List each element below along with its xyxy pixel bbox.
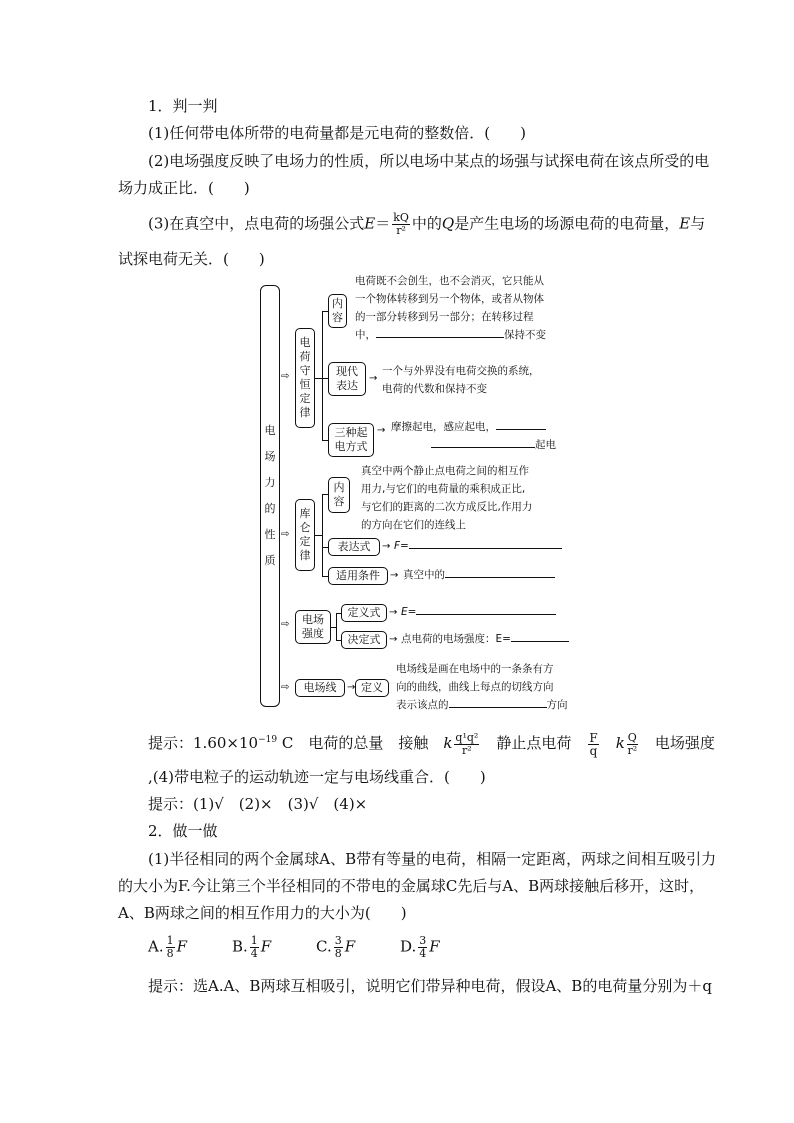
q3-var-q: Q xyxy=(441,214,455,233)
fill-blank xyxy=(409,537,562,549)
q3-num: kQ xyxy=(393,211,409,224)
text-part: 起电 xyxy=(535,439,556,451)
electrification-methods-label xyxy=(328,423,374,457)
label-char: 定 xyxy=(299,535,311,548)
arrow-icon: → xyxy=(369,373,378,384)
modern-expression-text xyxy=(382,362,540,398)
text-part: 摩擦起电，感应起电， xyxy=(391,421,496,433)
exponent: −19 xyxy=(258,735,278,745)
option-a[interactable] xyxy=(148,935,187,960)
hint-text: 电场强度 xyxy=(639,734,715,752)
bracket-line xyxy=(315,535,322,536)
text-part: 保持不变 xyxy=(504,329,546,341)
fill-blank xyxy=(511,630,569,642)
frac-num: 3 xyxy=(419,934,427,947)
hint-text: 静止点电荷 xyxy=(481,734,587,752)
option-var: F xyxy=(344,937,356,956)
label-char: 恒 xyxy=(299,378,311,391)
frac-den: q xyxy=(589,743,598,758)
label-char: 律 xyxy=(299,549,311,562)
frac-den: 8 xyxy=(166,947,174,960)
frac-num: Q xyxy=(627,730,637,744)
text-part: 真空中的 xyxy=(403,569,445,581)
arrow-icon: ⇨ xyxy=(281,529,290,540)
option-fraction xyxy=(250,935,259,960)
question-3-line2: 试探电荷无关．( ) xyxy=(118,250,265,268)
q3-text-b: 中的 xyxy=(411,214,442,233)
text-line: 的方向在它们的连线上 xyxy=(361,519,466,531)
option-letter: C. xyxy=(316,937,332,956)
option-c[interactable] xyxy=(316,935,355,960)
k-symbol: k xyxy=(443,734,453,752)
option-var: F xyxy=(429,937,440,956)
option-letter: D. xyxy=(400,937,417,956)
q3-den: r² xyxy=(396,224,406,237)
label-line: 表达 xyxy=(336,379,358,392)
fill-blank xyxy=(431,436,535,448)
option-var: F xyxy=(176,937,188,956)
label-char: 容 xyxy=(332,311,343,324)
question-2-line2: 场力成正比．( ) xyxy=(118,179,250,197)
option-d[interactable] xyxy=(400,935,440,960)
conservation-content-text xyxy=(355,272,546,344)
text-line: 的一部分转移到另一部分；在转移过程 xyxy=(355,311,534,323)
q3-var-e2: E xyxy=(679,214,691,233)
fill-blank xyxy=(445,566,555,578)
frac-num: F xyxy=(589,730,598,745)
coulomb-content-text xyxy=(361,462,532,534)
hint-answers-1 xyxy=(148,730,715,757)
option-fraction xyxy=(334,935,343,960)
text-line: 与它们的距离的二次方成反比,作用力 xyxy=(361,501,533,513)
text-line xyxy=(355,326,546,344)
conservation-content-label xyxy=(328,294,347,328)
condition-text xyxy=(403,566,555,584)
frac-num: 1 xyxy=(250,934,258,947)
label-char: 仑 xyxy=(299,521,311,534)
text-line: 真空中两个静止点电荷之间的相互作 xyxy=(361,465,529,477)
arrow-icon: → xyxy=(377,425,386,436)
arrow-icon: ⇨ xyxy=(281,619,290,630)
text-line xyxy=(391,418,556,436)
label-char: 内 xyxy=(332,297,343,310)
root-char: 场 xyxy=(264,450,276,463)
option-letter: B. xyxy=(232,937,248,956)
fill-blank xyxy=(496,418,546,430)
modern-expression-label xyxy=(328,362,366,396)
text-line xyxy=(391,436,556,454)
label-char: 电 xyxy=(299,336,311,349)
label-char: 容 xyxy=(333,495,345,508)
root-char: 质 xyxy=(264,554,276,567)
arrow-icon: → xyxy=(382,541,391,552)
bracket-line xyxy=(336,613,337,640)
root-char: 的 xyxy=(264,502,276,515)
root-char: 电 xyxy=(264,424,276,437)
hint-text: C 电荷的总量 接触 xyxy=(277,734,444,752)
coulomb-fraction xyxy=(454,732,479,757)
determining-formula-label: 决定式 xyxy=(341,631,387,649)
text-part: 点电荷的电场强度：E= xyxy=(401,633,511,645)
text-part: 中， xyxy=(355,329,376,341)
label-line: 三种起 xyxy=(334,426,368,439)
fill-blank xyxy=(449,696,547,708)
label-char: 库 xyxy=(299,507,311,520)
q3-eq: ＝ xyxy=(375,214,391,233)
label-line: 电方式 xyxy=(334,440,368,453)
arrow-icon: → xyxy=(347,682,356,693)
practice-question-line2: 的大小为F.今让第三个半径相同的不带电的金属球C先后与A、B两球接触后移开，这时， xyxy=(118,877,705,895)
q3-var-e: E xyxy=(364,214,376,233)
question-2-line1: (2)电场强度反映了电场力的性质，所以电场中某点的场强与试探电荷在该点所受的电 xyxy=(148,152,710,170)
text-line: 电荷的代数和保持不变 xyxy=(382,383,487,395)
q3-text-c: 是产生电场的场源电荷的电荷量， xyxy=(454,214,680,233)
field-lines-box: 电场线 xyxy=(295,679,345,697)
text-part: E= xyxy=(401,606,417,618)
text-line: 向的曲线，曲线上每点的切线方向 xyxy=(396,681,554,693)
text-line xyxy=(396,696,568,714)
text-line: 电荷既不会创生，也不会消灭，它只能从 xyxy=(355,275,544,287)
elementary-charge: 1.60×10 xyxy=(193,734,259,752)
arrow-icon: → xyxy=(389,634,398,645)
text-part: 方向 xyxy=(546,699,568,711)
condition-label: 适用条件 xyxy=(328,567,388,585)
answer-options xyxy=(148,931,488,971)
formula-text xyxy=(394,537,562,555)
field-lines-definition-text xyxy=(396,660,568,714)
point-charge-fraction xyxy=(627,732,638,757)
question-4: ,(4)带电粒子的运动轨迹一定与电场线重合．( ) xyxy=(148,768,486,786)
frac-num: 1 xyxy=(166,934,174,947)
question-1: (1)任何带电体所带的电荷量都是元电荷的整数倍．( ) xyxy=(148,124,526,142)
text-part: F= xyxy=(394,540,409,552)
formula-label: 表达式 xyxy=(328,538,380,556)
option-letter: A. xyxy=(148,937,164,956)
bracket-line xyxy=(322,311,323,440)
definition-formula-text xyxy=(401,603,556,621)
bracket-line xyxy=(322,494,323,576)
field-lines-definition-label: 定义 xyxy=(355,679,389,697)
hint-answers-2: 提示：(1)√ (2)× (3)√ (4)× xyxy=(148,795,368,813)
text-line: 一个物体转移到另一个物体，或者从物体 xyxy=(355,293,544,305)
label-char: 荷 xyxy=(299,350,311,363)
electrification-methods-text xyxy=(391,418,556,454)
label-char: 定 xyxy=(299,392,311,405)
definition-formula-label: 定义式 xyxy=(341,604,387,622)
bracket-line xyxy=(315,378,322,379)
section2-title: 2．做一做 xyxy=(148,822,218,840)
label-line: 现代 xyxy=(336,365,358,378)
option-b[interactable] xyxy=(232,935,271,960)
frac-den: 4 xyxy=(419,947,427,960)
coulomb-box xyxy=(295,499,315,571)
fill-blank xyxy=(376,326,504,338)
label-char: 内 xyxy=(333,481,345,494)
option-fraction xyxy=(418,935,427,960)
q3-text-d: 与 xyxy=(690,214,706,233)
determining-formula-text xyxy=(401,630,569,648)
frac-den: 8 xyxy=(334,947,342,960)
arrow-icon: ⇨ xyxy=(281,371,290,382)
frac-den: r² xyxy=(462,743,472,757)
field-strength-box xyxy=(295,610,331,644)
practice-question-line3: A、B两球之间的相互作用力的大小为( ) xyxy=(118,904,407,922)
k-symbol: k xyxy=(615,734,625,752)
label-line: 强度 xyxy=(302,627,324,640)
field-def-fraction xyxy=(588,732,598,757)
arrow-icon: ⇨ xyxy=(281,682,290,693)
frac-num: 3 xyxy=(334,934,342,947)
text-line: 一个与外界没有电荷交换的系统， xyxy=(382,365,540,377)
text-part: 表示该点的 xyxy=(396,699,449,711)
text-line: 用力,与它们的电荷量的乘积成正比, xyxy=(361,483,526,495)
frac-den: 4 xyxy=(250,947,258,960)
frac-num: q¹q² xyxy=(455,730,479,744)
option-var: F xyxy=(260,937,272,956)
label-char: 律 xyxy=(299,406,311,419)
coulomb-content-label xyxy=(328,477,350,513)
label-line: 电场 xyxy=(302,613,324,626)
root-box xyxy=(260,285,280,707)
q3-text-a: (3)在真空中，点电荷的场强公式 xyxy=(148,214,365,233)
arrow-icon: → xyxy=(389,607,398,618)
fill-blank xyxy=(416,603,556,615)
text-line: 电场线是画在电场中的一条条有方 xyxy=(396,663,554,675)
root-char: 性 xyxy=(264,528,276,541)
root-char: 力 xyxy=(264,476,276,489)
section1-title: 1．判一判 xyxy=(148,97,218,115)
label-char: 守 xyxy=(299,364,311,377)
option-fraction xyxy=(166,935,175,960)
arrow-icon: → xyxy=(390,570,399,581)
practice-question-line1: (1)半径相同的两个金属球A、B带有等量的电荷，相隔一定距离，两球之间相互吸引力 xyxy=(148,850,717,868)
hint-prefix: 提示： xyxy=(148,734,194,752)
practice-hint: 提示：选A.A、B两球互相吸引，说明它们带异种电荷，假设A、B的电荷量分别为＋q xyxy=(148,977,712,995)
frac-den: r² xyxy=(627,743,638,757)
conservation-box xyxy=(295,328,315,428)
